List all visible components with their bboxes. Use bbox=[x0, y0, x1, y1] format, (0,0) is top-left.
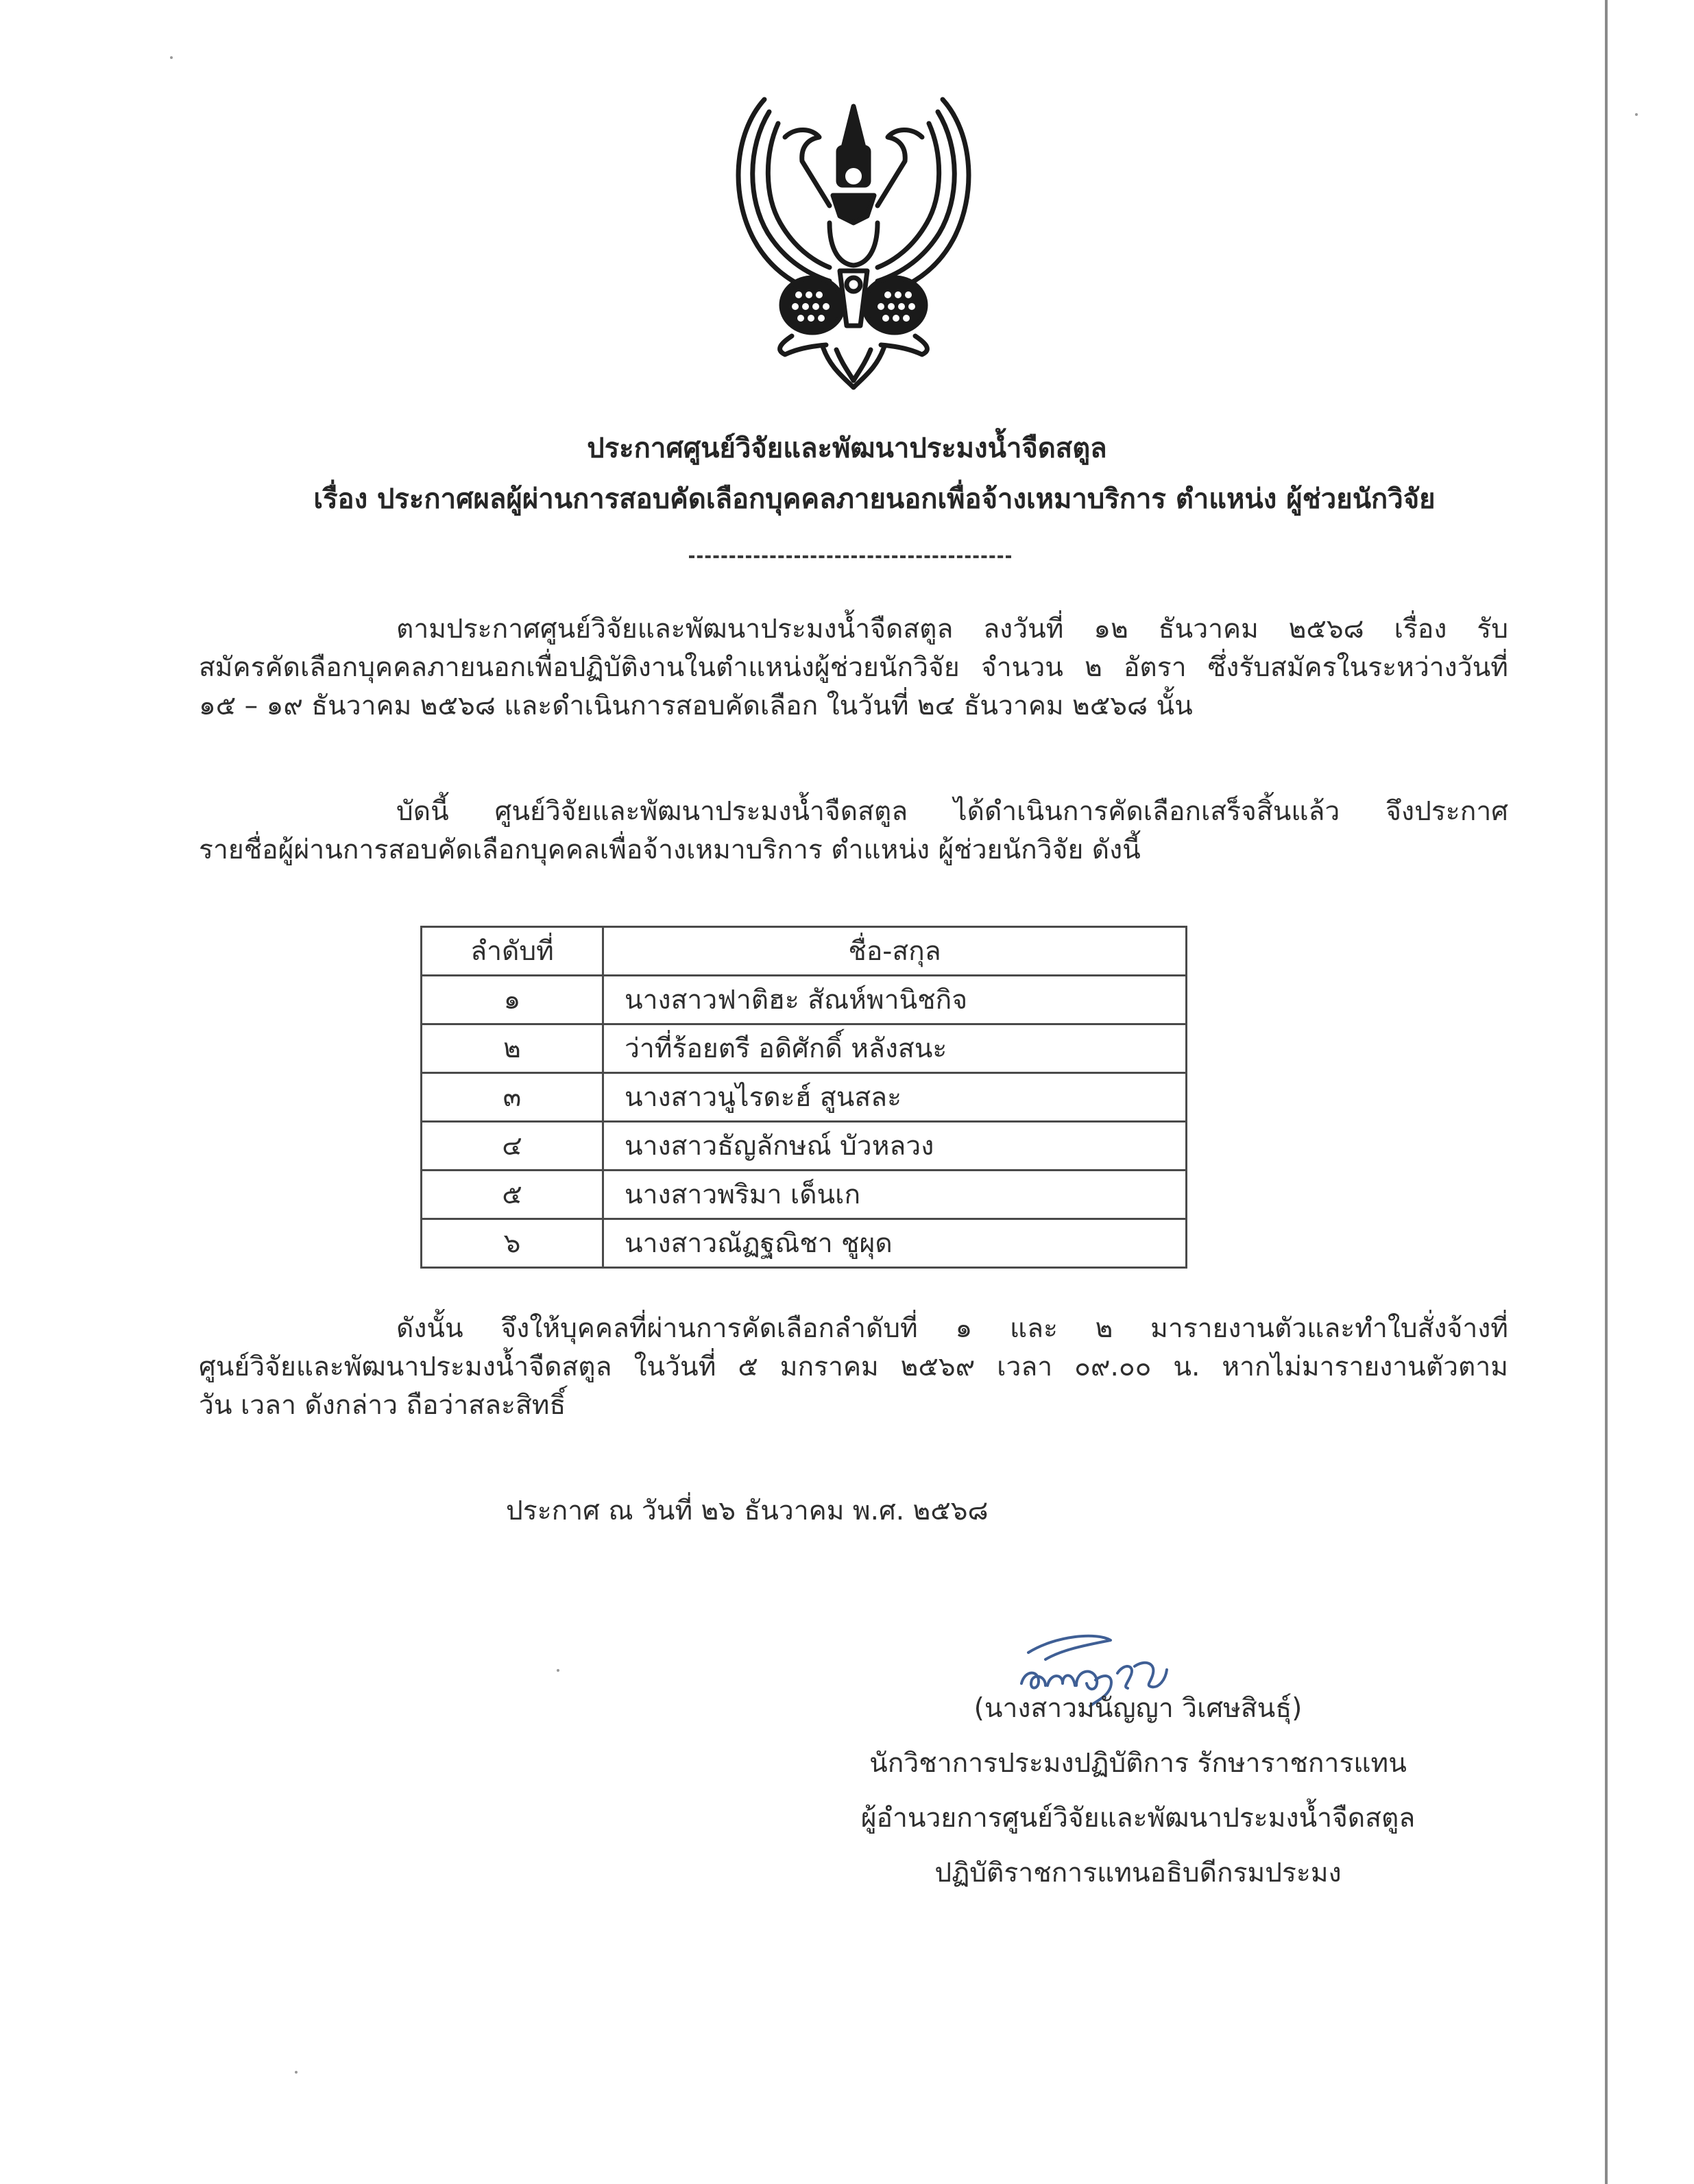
row-name: นางสาวพริมา เด็นเก bbox=[603, 1171, 1187, 1219]
row-order: ๒ bbox=[422, 1024, 603, 1073]
scan-speck bbox=[557, 1669, 559, 1672]
row-name: นางสาวนูไรดะฮ์ สูนสละ bbox=[603, 1073, 1187, 1122]
row-name: นางสาวฟาติฮะ สัณห์พานิชกิจ bbox=[603, 976, 1187, 1024]
signatory-position-1: นักวิชาการประมงปฏิบัติการ รักษาราชการแทน bbox=[869, 1748, 1407, 1779]
paragraph-3-line-3: วัน เวลา ดังกล่าว ถือว่าสละสิทธิ์ bbox=[199, 1390, 566, 1421]
row-order: ๓ bbox=[422, 1073, 603, 1122]
table-row bbox=[422, 1024, 1187, 1073]
row-order: ๖ bbox=[422, 1219, 603, 1268]
row-name: นางสาวณัฏฐณิชา ชูผุด bbox=[603, 1219, 1187, 1268]
row-name: ว่าที่ร้อยตรี อดิศักดิ์ หลังสนะ bbox=[603, 1024, 1187, 1073]
column-header-name: ชื่อ-สกุล bbox=[603, 927, 1187, 976]
row-order: ๕ bbox=[422, 1171, 603, 1219]
garuda-emblem-icon bbox=[727, 86, 980, 398]
signatory-position-2: ผู้อำนวยการศูนย์วิจัยและพัฒนาประมงน้ำจืดสตูล bbox=[860, 1803, 1416, 1834]
announcement-date: ประกาศ ณ วันที่ ๒๖ ธันวาคม พ.ศ. ๒๕๖๘ bbox=[506, 1496, 989, 1526]
row-order: ๔ bbox=[422, 1122, 603, 1171]
announcement-subject: เรื่อง ประกาศผลผู้ผ่านการสอบคัดเลือกบุคคลภายนอกเพื่อจ้างเหมาบริการ ตำแหน่ง ผู้ช่วยนักวิจัย bbox=[313, 483, 1436, 515]
table-row bbox=[422, 1171, 1187, 1219]
scan-speck bbox=[295, 2071, 298, 2074]
table-header-row bbox=[422, 927, 1187, 976]
row-name: นางสาวธัญลักษณ์ บัวหลวง bbox=[603, 1122, 1187, 1171]
scan-speck bbox=[1635, 113, 1638, 116]
row-order: ๑ bbox=[422, 976, 603, 1024]
announcement-title: ประกาศศูนย์วิจัยและพัฒนาประมงน้ำจืดสตูล bbox=[587, 433, 1107, 464]
paragraph-2-line-1: บัดนี้ ศูนย์วิจัยและพัฒนาประมงน้ำจืดสตูล ได้ดำเนินการคัดเลือกเสร็จสิ้นแล้ว จึงประกาศ bbox=[396, 796, 1508, 827]
signatory-position-3: ปฏิบัติราชการแทนอธิบดีกรมประมง bbox=[934, 1858, 1342, 1888]
signatory-name: (นางสาวมนัญญา วิเศษสินธุ์) bbox=[973, 1693, 1303, 1724]
table-row bbox=[422, 976, 1187, 1024]
selected-candidates-table bbox=[420, 926, 1187, 1269]
column-header-order: ลำดับที่ bbox=[422, 927, 603, 976]
title-separator-line bbox=[689, 555, 1011, 558]
paragraph-2-line-2: รายชื่อผู้ผ่านการสอบคัดเลือกบุคคลเพื่อจ้างเหมาบริการ ตำแหน่ง ผู้ช่วยนักวิจัย ดังนี้ bbox=[199, 835, 1141, 865]
paragraph-3-line-1: ดังนั้น จึงให้บุคคลที่ผ่านการคัดเลือกลำดับที่ ๑ และ ๒ มารายงานตัวและทำใบสั่งจ้างที่ bbox=[396, 1313, 1508, 1344]
paragraph-1-line-3: ๑๕ – ๑๙ ธันวาคม ๒๕๖๘ และดำเนินการสอบคัดเลือก ในวันที่ ๒๔ ธันวาคม ๒๕๖๘ นั้น bbox=[199, 691, 1193, 721]
paragraph-1-line-1: ตามประกาศศูนย์วิจัยและพัฒนาประมงน้ำจืดสตูล ลงวันที่ ๑๒ ธันวาคม ๒๕๖๘ เรื่อง รับ bbox=[396, 614, 1508, 645]
paragraph-3-line-2: ศูนย์วิจัยและพัฒนาประมงน้ำจืดสตูล ในวันที่ ๕ มกราคม ๒๕๖๙ เวลา ๐๙.๐๐ น. หากไม่มารายงานตัวตาม bbox=[199, 1352, 1508, 1382]
table-row bbox=[422, 1122, 1187, 1171]
table-row bbox=[422, 1219, 1187, 1268]
table-row bbox=[422, 1073, 1187, 1122]
scan-speck bbox=[170, 56, 173, 59]
paragraph-1-line-2: สมัครคัดเลือกบุคคลภายนอกเพื่อปฏิบัติงานในตำแหน่งผู้ช่วยนักวิจัย จำนวน ๒ อัตรา ซึ่งรับสมัครในระหว่างวันที่ bbox=[199, 652, 1508, 683]
scan-page-edge-line bbox=[1605, 0, 1608, 2184]
